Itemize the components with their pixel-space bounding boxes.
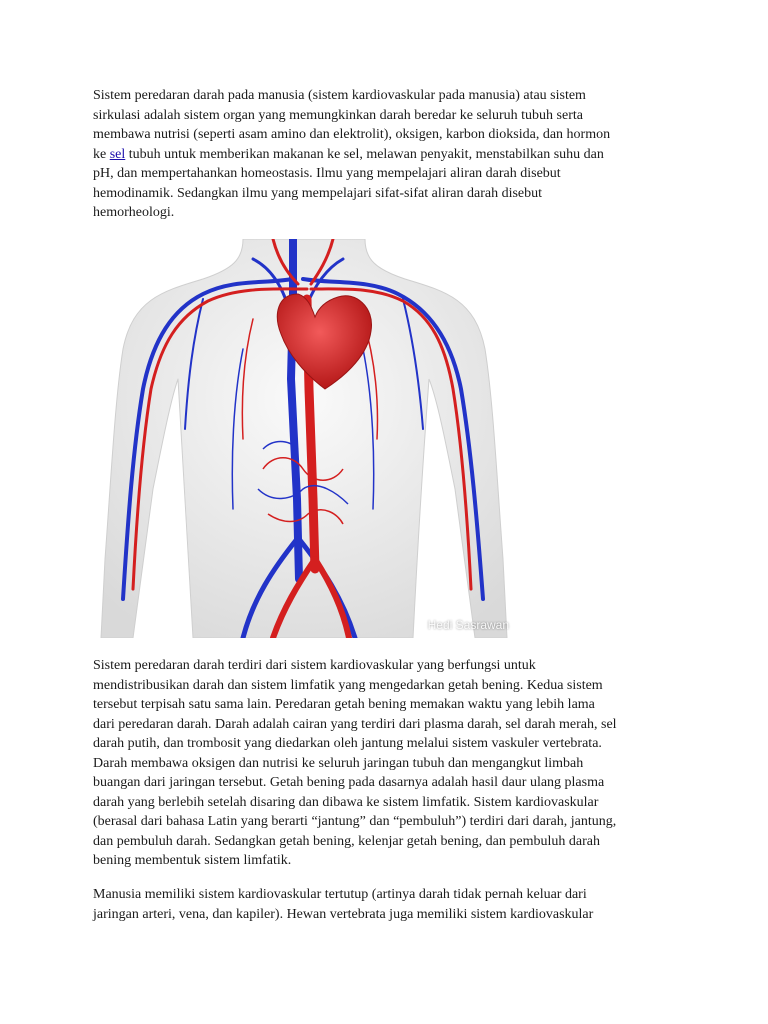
text-line: Manusia memiliki sistem kardiovaskular tertutup (artinya darah tidak pernah keluar dari <box>93 887 587 902</box>
text-line: bening membentuk sistem limfatik. <box>93 853 292 868</box>
circulatory-diagram <box>93 239 515 638</box>
text-line: darah putih, dan trombosit yang diedarkan oleh jantung melalui sistem vaskuler vertebrata. <box>93 736 602 751</box>
text-line: mendistribusikan darah dan sistem limfatik yang mengedarkan getah bening. Kedua sistem <box>93 677 603 693</box>
text-line: (berasal dari bahasa Latin yang berarti “jantung” dan “pembuluh”) terdiri dari darah, jantung, <box>93 814 617 829</box>
sel-link[interactable]: sel <box>109 146 126 162</box>
text-line: darah yang berlebih setelah disaring dan dibawa ke sistem limfatik. Sistem kardiovaskular <box>93 794 599 810</box>
text-line: Darah membawa oksigen dan nutrisi ke seluruh jaringan tubuh dan mengangkut limbah <box>93 755 584 771</box>
text-line: hemodinamik. Sedangkan ilmu yang mempelajari sifat-sifat aliran darah disebut <box>93 185 543 201</box>
circulatory-system-illustration <box>93 239 515 638</box>
text-line: buangan dari jaringan tersebut. Getah bening pada dasarnya adalah hasil daur ulang plasma <box>93 775 605 790</box>
intro-paragraph <box>93 86 683 223</box>
line-suffix: tubuh untuk memberikan makanan ke sel, melawan penyakit, menstabilkan suhu dan <box>125 146 604 162</box>
body-paragraph <box>93 656 683 871</box>
text-line: dan pembuluh darah. Sedangkan getah bening, kelenjar getah bening, dan pembuluh darah <box>93 833 600 849</box>
text-line: Sistem peredaran darah pada manusia (sistem kardiovaskular pada manusia) atau sistem <box>93 88 586 103</box>
line-prefix: ke <box>93 146 110 162</box>
text-line: sirkulasi adalah sistem organ yang memungkinkan darah beredar ke seluruh tubuh serta <box>93 107 583 123</box>
image-credit: Hedi Sasrawan <box>427 617 509 632</box>
text-line: hemorheologi. <box>93 205 175 220</box>
text-line: Sistem peredaran darah terdiri dari sistem kardiovaskular yang berfungsi untuk <box>93 658 536 673</box>
text-line: pH, dan mempertahankan homeostasis. Ilmu yang mempelajari aliran darah disebut <box>93 166 561 181</box>
text-line: tersebut terpisah satu sama lain. Peredaran getah bening memakan waktu yang lebih lama <box>93 697 595 712</box>
closing-paragraph <box>93 885 683 924</box>
text-line: membawa nutrisi (seperti asam amino dan elektrolit), oksigen, karbon dioksida, dan hormon <box>93 127 611 142</box>
text-line: dari peredaran darah. Darah adalah cairan yang terdiri dari plasma darah, sel darah merah, sel <box>93 716 617 732</box>
text-line: jaringan arteri, vena, dan kapiler). Hewan vertebrata juga memiliki sistem kardiovaskular <box>93 906 594 922</box>
text-line-with-link <box>93 145 683 165</box>
